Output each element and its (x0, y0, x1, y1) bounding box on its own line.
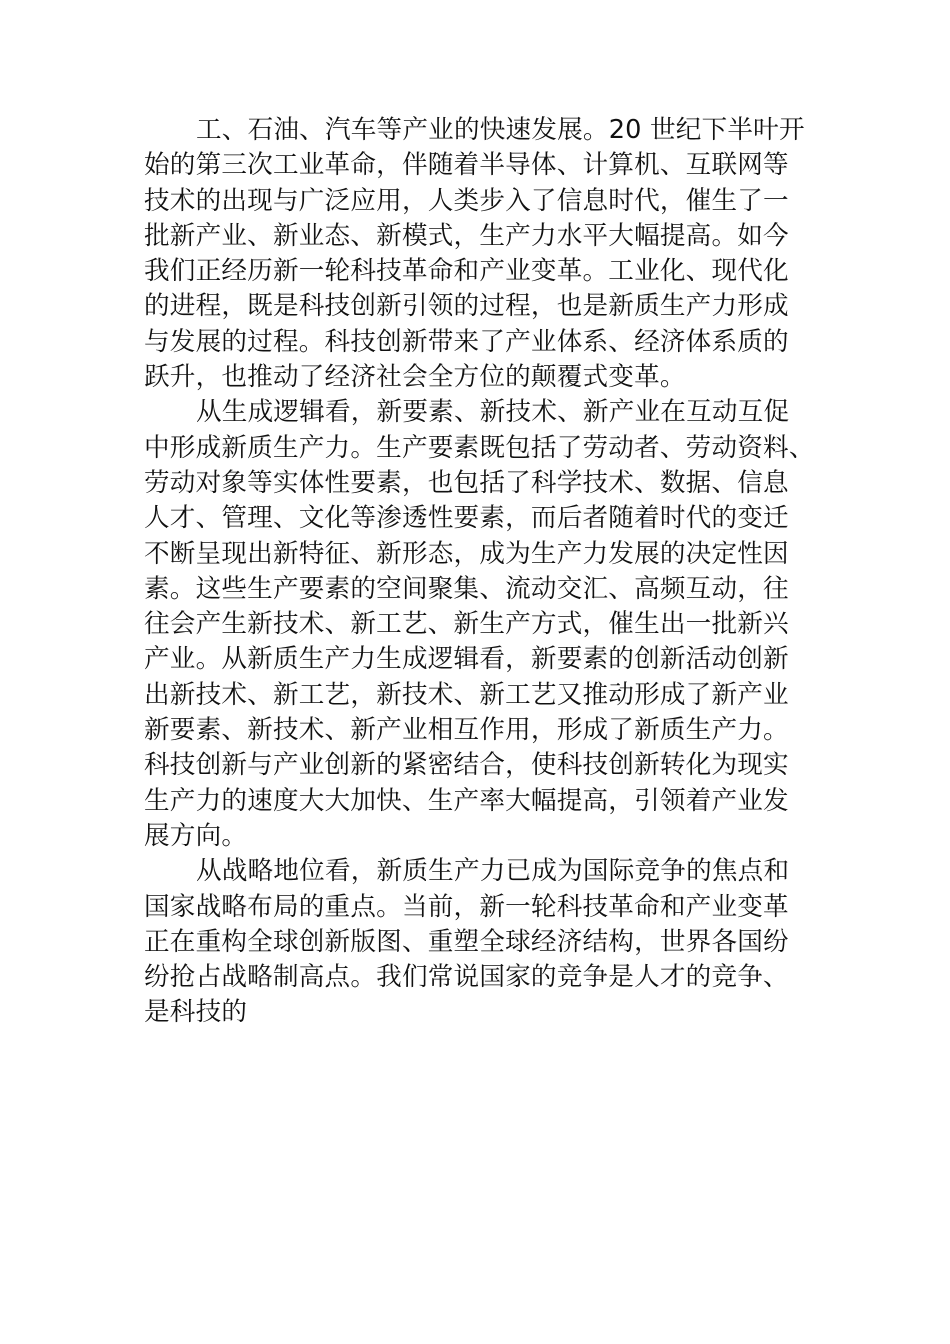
text-line: 往会产生新技术、新工艺、新生产方式，催生出一批新兴 (144, 609, 789, 640)
text-line: 不断呈现出新特征、新形态，成为生产力发展的决定性因 (144, 538, 789, 569)
text-line: 新要素、新技术、新产业相互作用，形成了新质生产力。 (144, 715, 789, 746)
text-line: 产业。从新质生产力生成逻辑看，新要素的创新活动创新 (144, 644, 789, 675)
text-line: 国家战略布局的重点。当前，新一轮科技革命和产业变革 (144, 891, 789, 922)
text-line: 中形成新质生产力。生产要素既包括了劳动者、劳动资料、 (144, 432, 815, 463)
text-line: 批新产业、新业态、新模式，生产力水平大幅提高。如今 (144, 220, 789, 251)
text-line: 出新技术、新工艺，新技术、新工艺又推动形成了新产业 (144, 679, 789, 710)
text-line: 素。这些生产要素的空间聚集、流动交汇、高频互动，往 (144, 573, 789, 604)
text-line: 纷抢占战略制高点。我们常说国家的竞争是人才的竞争、 (144, 962, 789, 993)
body-text (144, 113, 824, 1031)
text-line: 正在重构全球创新版图、重塑全球经济结构，世界各国纷 (144, 926, 789, 957)
paragraph-first-line: 从战略地位看，新质生产力已成为国际竞争的焦点和 (196, 856, 790, 887)
text-line: 的进程，既是科技创新引领的过程，也是新质生产力形成 (144, 291, 789, 322)
paragraph-first-line: 工、石油、汽车等产业的快速发展。20 世纪下半叶开 (196, 115, 805, 145)
text-line: 人才、管理、文化等渗透性要素，而后者随着时代的变迁 (144, 503, 789, 534)
text-line: 展方向。 (144, 820, 248, 851)
text-line: 科技创新与产业创新的紧密结合，使科技创新转化为现实 (144, 750, 789, 781)
text-line: 劳动对象等实体性要素，也包括了科学技术、数据、信息 (144, 467, 789, 498)
text-line: 我们正经历新一轮科技革命和产业变革。工业化、现代化 (144, 256, 789, 287)
text-line: 生产力的速度大大加快、生产率大幅提高，引领着产业发 (144, 785, 789, 816)
paragraph-first-line: 从生成逻辑看，新要素、新技术、新产业在互动互促 (196, 397, 790, 428)
text-line: 始的第三次工业革命，伴随着半导体、计算机、互联网等 (144, 150, 789, 181)
text-line: 是科技的 (144, 997, 248, 1028)
text-line: 技术的出现与广泛应用，人类步入了信息时代，催生了一 (144, 185, 789, 216)
text-line: 跃升，也推动了经济社会全方位的颠覆式变革。 (144, 362, 686, 393)
text-line: 与发展的过程。科技创新带来了产业体系、经济体系质的 (144, 326, 789, 357)
